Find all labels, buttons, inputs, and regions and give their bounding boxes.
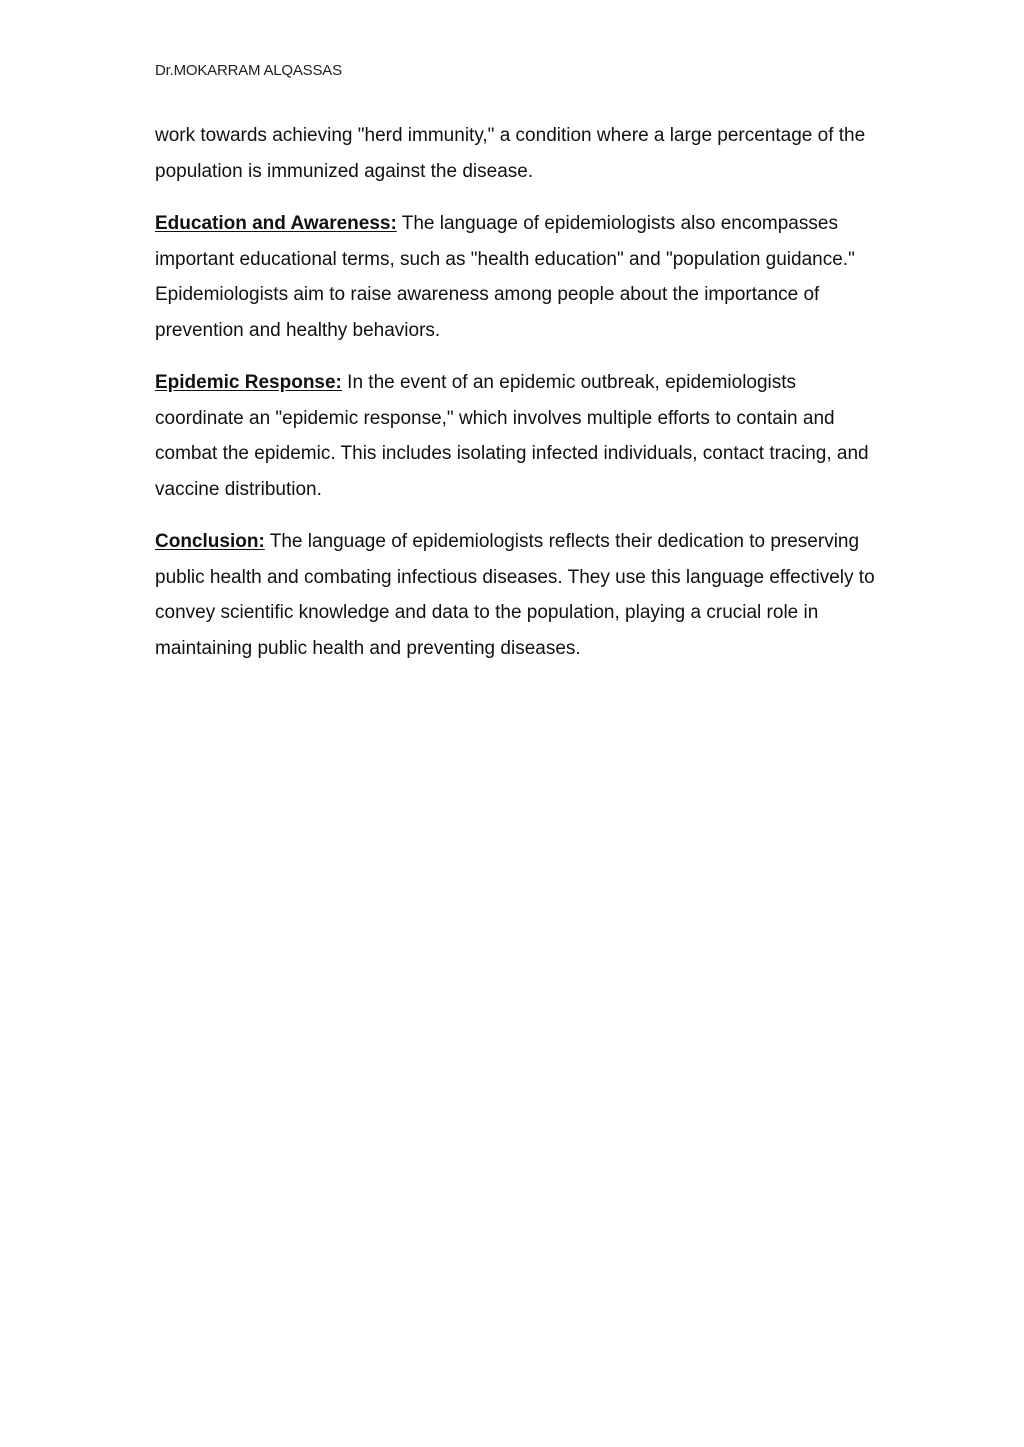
paragraph-conclusion: [155, 524, 875, 666]
section-heading-education: Education and Awareness:: [155, 213, 397, 234]
paragraph-herd-immunity: [155, 118, 875, 189]
paragraph-text: work towards achieving "herd immunity," a condition where a large percentage of the population is immunized against the disease.: [155, 125, 866, 182]
paragraph-text: In the event of an epidemic outbreak, epidemiologists coordinate an "epidemic response," which involves multiple efforts to contain and combat the epidemic. This includes isolating infected individuals, contact tracing, and vaccine distribution.: [155, 372, 869, 500]
paragraph-text: The language of epidemiologists also encompasses important educational terms, such as "health education" and "population guidance." Epidemiologists aim to raise awareness among people about the importance of prevention and healthy behaviors.: [155, 213, 855, 341]
section-heading-conclusion: Conclusion:: [155, 531, 265, 552]
paragraph-text: The language of epidemiologists reflects their dedication to preserving public health and combating infectious diseases. They use this language effectively to convey scientific knowledge and data to the population, playing a crucial role in maintaining public health and preventing diseases.: [155, 531, 875, 659]
paragraph-epidemic-response: [155, 365, 875, 507]
page-header-author: Dr.MOKARRAM ALQASSAS: [155, 62, 342, 79]
document-body: [155, 118, 875, 683]
paragraph-education-awareness: [155, 206, 875, 348]
section-heading-epidemic-response: Epidemic Response:: [155, 372, 342, 393]
